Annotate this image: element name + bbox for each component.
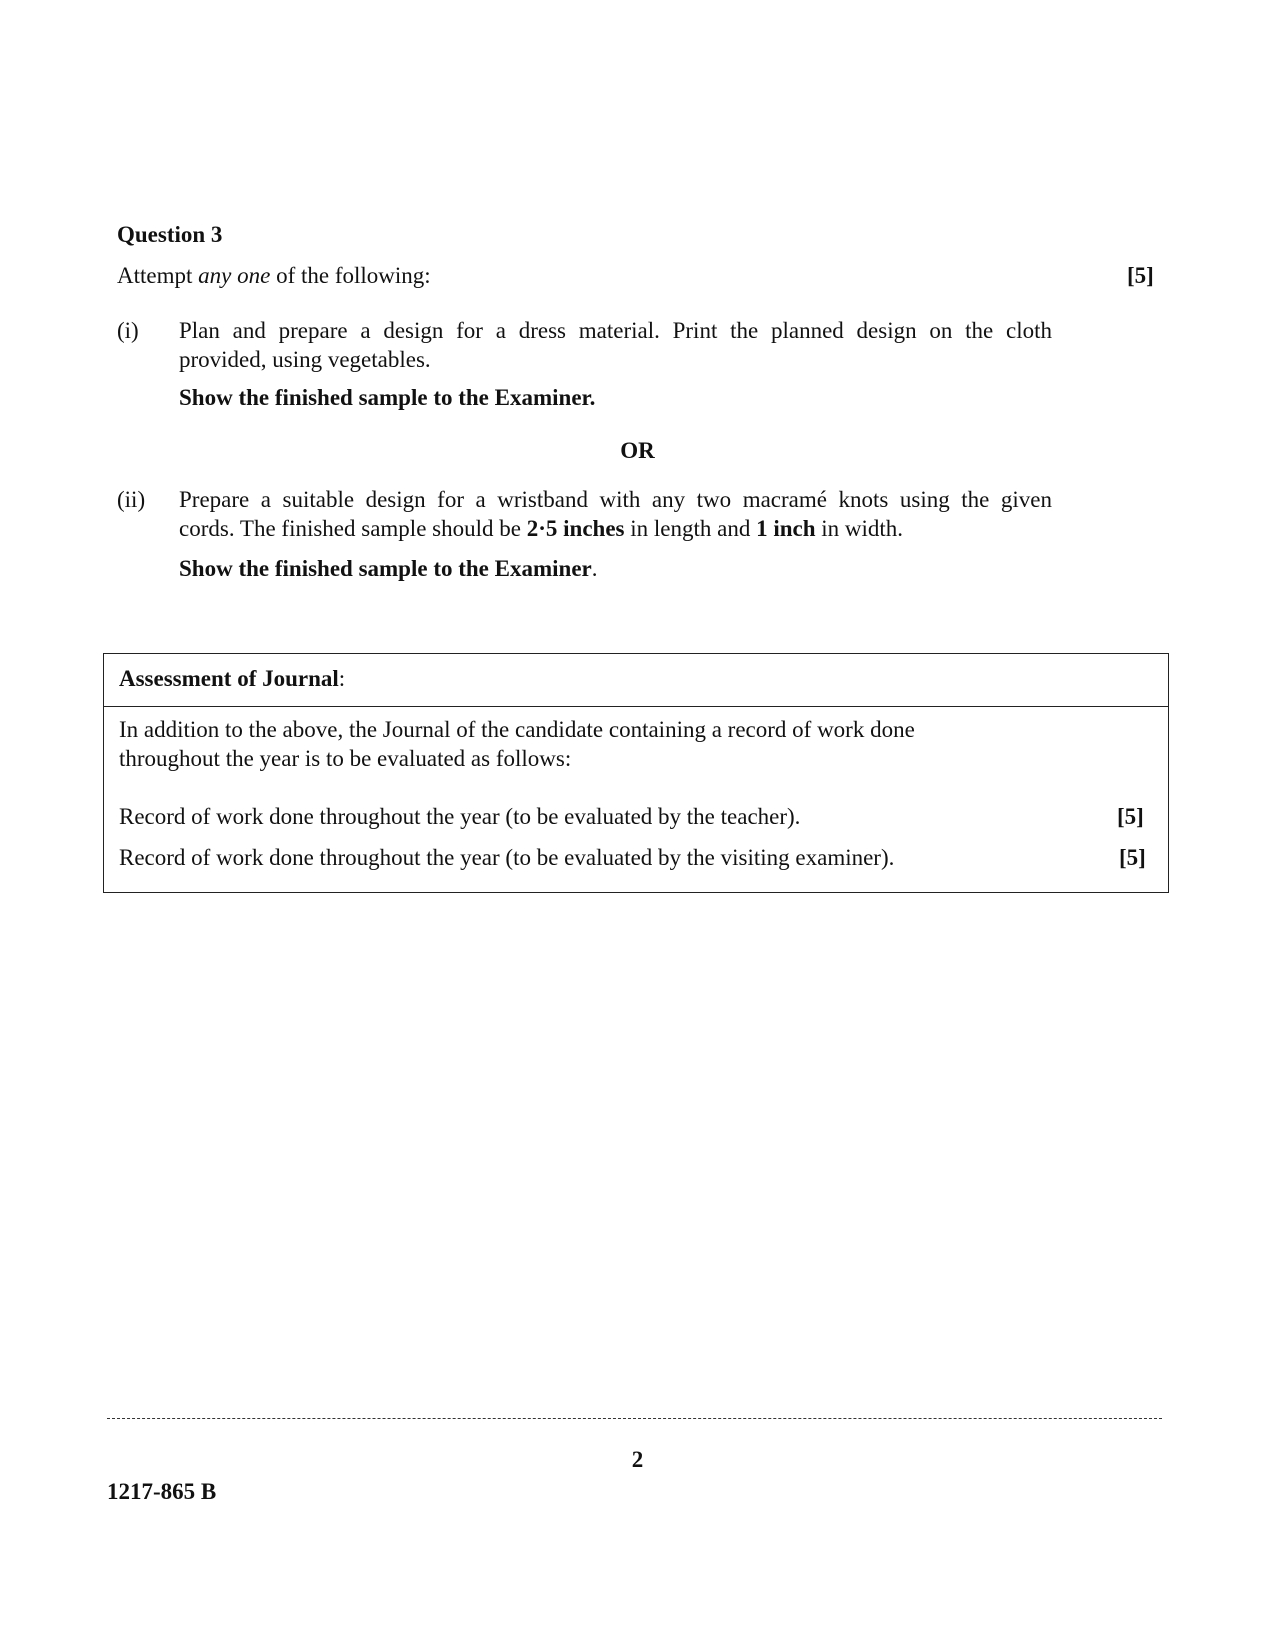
page-number: 2 — [631, 1447, 644, 1472]
journal-heading — [119, 664, 345, 693]
journal-assessment-box — [103, 653, 1169, 893]
item-i-line-1: Plan and prepare a design for a dress material. Print the planned design on the cloth — [179, 318, 1052, 343]
item-ii-instruction-text: Show the finished sample to the Examiner — [179, 556, 592, 581]
item-text-ii — [179, 485, 1052, 543]
journal-intro-line-1: In addition to the above, the Journal of the candidate containing a record of work done — [119, 717, 915, 742]
item-i-instruction: Show the finished sample to the Examiner. — [179, 385, 596, 410]
item-i-line-2: provided, using vegetables. — [179, 347, 431, 372]
question-instruction — [117, 261, 431, 290]
item-ii-line-1: Prepare a suitable design for a wristband with any two macramé knots using the given — [179, 487, 1052, 512]
journal-record-teacher-marks: [5] — [1117, 804, 1144, 829]
item-ii-length: 2·5 inches — [526, 516, 625, 541]
instruction-emphasis: any one — [198, 263, 271, 288]
footer-dashed-divider — [107, 1418, 1162, 1419]
item-ii-instruction — [179, 554, 598, 583]
journal-heading-colon: : — [338, 666, 346, 691]
or-separator: OR — [620, 438, 655, 463]
instruction-prefix: Attempt — [117, 263, 199, 288]
question-title: Question 3 — [117, 222, 223, 247]
question-marks: [5] — [1127, 263, 1154, 288]
item-ii-text-a: cords. The finished sample should be — [179, 516, 527, 541]
item-number-i: (i) — [117, 318, 139, 343]
instruction-suffix: of the following: — [270, 263, 431, 288]
item-ii-text-e: in width. — [815, 516, 904, 541]
item-text-i — [179, 316, 1052, 374]
item-number-ii: (ii) — [117, 487, 146, 512]
journal-record-teacher: Record of work done throughout the year (to be evaluated by the teacher). — [119, 804, 801, 829]
item-ii-instruction-period: . — [591, 556, 598, 581]
item-ii-text-c: in length and — [624, 516, 757, 541]
journal-record-examiner-marks: [5] — [1119, 845, 1146, 870]
paper-code: 1217-865 B — [107, 1479, 217, 1504]
journal-header — [104, 654, 1168, 707]
journal-heading-text: Assessment of Journal — [119, 666, 339, 691]
journal-record-examiner: Record of work done throughout the year (to be evaluated by the visiting examiner). — [119, 845, 895, 870]
item-ii-line-2 — [179, 514, 1052, 543]
journal-intro-line-2: throughout the year is to be evaluated as follows: — [119, 746, 572, 771]
journal-intro — [119, 715, 999, 773]
item-ii-width: 1 inch — [756, 516, 816, 541]
